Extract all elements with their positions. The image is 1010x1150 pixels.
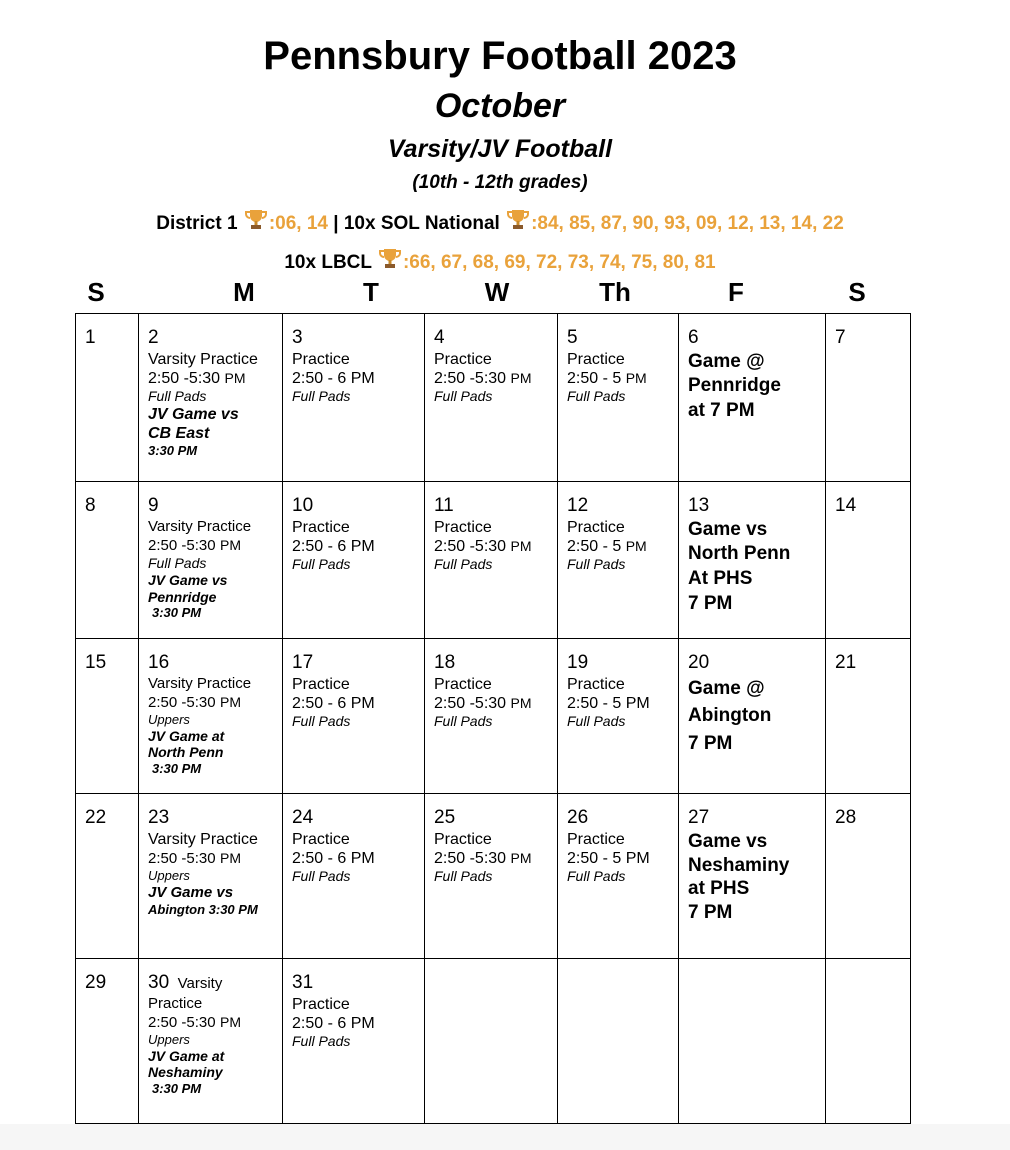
gear-note: Uppers <box>148 1031 190 1047</box>
practice-time: 2:50 -5:30 <box>434 537 507 555</box>
day-number: 16 <box>148 652 170 673</box>
gear-note: Full Pads <box>434 868 493 885</box>
gear-note: Full Pads <box>567 713 626 730</box>
weekday-sat: S <box>848 277 866 307</box>
day-number: 19 <box>567 652 589 673</box>
day-number: 24 <box>292 807 314 828</box>
practice-label: Practice <box>567 675 625 693</box>
program-title: Varsity/JV Football <box>387 135 613 163</box>
gear-note: Full Pads <box>567 556 626 573</box>
practice-time: 2:50 - 6 PM <box>292 369 375 387</box>
day-number: 20 <box>688 652 710 673</box>
day-number: 27 <box>688 807 710 828</box>
day-cell[interactable] <box>139 794 283 959</box>
gear-note: Uppers <box>148 868 190 884</box>
practice-label: Practice <box>148 994 203 1012</box>
practice-label: Practice <box>434 830 492 848</box>
practice-label: Varsity Practice <box>148 674 252 692</box>
practice-label: Practice <box>292 995 350 1013</box>
weekday-wed: W <box>484 277 510 307</box>
day-number: 9 <box>148 495 159 516</box>
day-number: 15 <box>85 652 107 673</box>
practice-ampm: PM <box>625 537 647 554</box>
weekday-mon: M <box>233 277 255 307</box>
practice-label: Practice <box>292 830 350 848</box>
weekday-sun: S <box>87 277 105 307</box>
jv-game-line1: JV Game vs <box>148 405 239 423</box>
practice-time: 2:50 - 5 <box>567 537 622 555</box>
gear-note: Full Pads <box>434 556 493 573</box>
practice-ampm: PM <box>220 1013 242 1030</box>
championships-line-1 <box>0 208 1000 235</box>
month-title: October <box>434 87 566 125</box>
practice-label: Varsity Practice <box>148 830 258 848</box>
day-cell[interactable] <box>76 959 139 1124</box>
practice-label: Practice <box>567 518 625 536</box>
gear-note: Full Pads <box>292 868 351 885</box>
game-line2: Neshaminy <box>688 854 790 876</box>
day-cell[interactable] <box>425 482 558 639</box>
practice-label: Practice <box>567 830 625 848</box>
day-number: 17 <box>292 652 314 673</box>
jv-game-line2: North Penn <box>148 744 224 761</box>
practice-label: Practice <box>434 675 492 693</box>
separator: | <box>327 213 344 234</box>
day-cell[interactable] <box>679 482 826 639</box>
game-line2: North Penn <box>688 543 791 565</box>
day-number: 5 <box>567 327 578 348</box>
practice-ampm: PM <box>220 849 242 866</box>
game-line1: Game @ <box>688 350 765 372</box>
day-number: 29 <box>85 972 107 993</box>
jv-game-line1: JV Game at <box>148 727 225 744</box>
day-cell[interactable] <box>76 314 139 482</box>
practice-label: Practice <box>434 350 492 368</box>
day-cell[interactable] <box>283 794 425 959</box>
gear-note: Full Pads <box>434 388 493 405</box>
practice-label: Practice <box>434 518 492 536</box>
trophy-icon <box>506 208 530 232</box>
practice-ampm: PM <box>224 369 246 386</box>
practice-time: 2:50 - 5 PM <box>567 694 650 712</box>
day-number: 8 <box>85 495 96 516</box>
gear-note: Full Pads <box>148 554 207 571</box>
day-cell[interactable] <box>139 482 283 639</box>
game-line4: 7 PM <box>688 592 733 614</box>
day-cell[interactable] <box>139 639 283 794</box>
page-title: Pennsbury Football 2023 <box>263 34 737 78</box>
jv-game-line1: JV Game vs <box>148 883 234 901</box>
practice-label: Practice <box>292 675 350 693</box>
game-line3: 7 PM <box>688 732 733 754</box>
jv-game-line2: CB East <box>148 425 210 443</box>
weekday-fri: F <box>728 277 744 307</box>
day-number: 21 <box>835 652 857 673</box>
jv-game-line1: JV Game at <box>148 1047 225 1064</box>
practice-time: 2:50 -5:30 <box>148 693 216 711</box>
jv-game-time: 3:30 PM <box>152 761 202 777</box>
day-number: 23 <box>148 807 170 828</box>
practice-time: 2:50 -5:30 <box>148 849 216 867</box>
day-cell[interactable] <box>558 639 679 794</box>
day-number: 30 <box>148 972 170 993</box>
day-number: 3 <box>292 327 303 348</box>
practice-ampm: PM <box>220 693 242 710</box>
gear-note: Full Pads <box>292 713 351 730</box>
game-line3: at PHS <box>688 878 750 900</box>
day-number: 13 <box>688 495 710 516</box>
practice-label: Varsity Practice <box>148 517 252 535</box>
day-cell[interactable] <box>283 482 425 639</box>
practice-label: Practice <box>292 350 350 368</box>
lbcl-years: :66, 67, 68, 69, 72, 73, 74, 75, 80, 81 <box>402 252 716 273</box>
day-cell[interactable] <box>425 314 558 482</box>
weekday-thu: Th <box>599 277 631 307</box>
weekday-tue: T <box>363 277 379 307</box>
practice-time: 2:50 -5:30 <box>148 369 221 387</box>
calendar-week <box>76 314 911 482</box>
gear-note: Full Pads <box>567 868 626 885</box>
practice-ampm: PM <box>510 694 532 711</box>
practice-ampm: PM <box>510 537 532 554</box>
day-cell[interactable] <box>283 639 425 794</box>
day-number: 4 <box>434 327 445 348</box>
day-suffix: Varsity <box>177 975 223 992</box>
game-line3: At PHS <box>688 568 753 590</box>
practice-ampm: PM <box>510 369 532 386</box>
day-cell[interactable] <box>558 794 679 959</box>
gear-note: Full Pads <box>148 388 207 405</box>
game-line2: Pennridge <box>688 375 781 397</box>
practice-time: 2:50 -5:30 <box>434 849 507 867</box>
practice-label: Practice <box>292 518 350 536</box>
practice-time: 2:50 -5:30 <box>434 369 507 387</box>
jv-game-line2: Abington 3:30 PM <box>148 901 258 917</box>
game-line1: Game vs <box>688 518 768 540</box>
day-cell[interactable] <box>679 314 826 482</box>
sol-years: :84, 85, 87, 90, 93, 09, 12, 13, 14, 22 <box>531 213 844 234</box>
empty-day-cell <box>425 959 558 1124</box>
day-cell[interactable] <box>76 794 139 959</box>
calendar-week <box>76 959 911 1124</box>
day-cell[interactable] <box>425 794 558 959</box>
trophy-icon <box>378 247 402 271</box>
practice-time: 2:50 - 5 PM <box>567 849 650 867</box>
day-number: 26 <box>567 807 589 828</box>
championships-line-2 <box>0 247 1000 274</box>
game-line4: 7 PM <box>688 902 733 924</box>
practice-time: 2:50 - 5 <box>567 369 622 387</box>
day-cell[interactable] <box>283 959 425 1124</box>
jv-game-line2: Neshaminy <box>148 1064 223 1081</box>
day-number: 10 <box>292 495 314 516</box>
day-cell[interactable] <box>826 482 911 639</box>
practice-time: 2:50 - 6 PM <box>292 1014 375 1032</box>
practice-time: 2:50 - 6 PM <box>292 694 375 712</box>
practice-time: 2:50 - 6 PM <box>292 537 375 555</box>
gear-note: Uppers <box>148 711 190 727</box>
day-cell[interactable] <box>679 639 826 794</box>
day-cell[interactable] <box>283 314 425 482</box>
jv-game-time: 3:30 PM <box>152 605 202 621</box>
day-cell[interactable] <box>425 639 558 794</box>
calendar-week <box>76 639 911 794</box>
empty-day-cell <box>558 959 679 1124</box>
district-years: :06, 14 <box>268 213 328 234</box>
day-cell[interactable] <box>558 314 679 482</box>
gear-note: Full Pads <box>292 1033 351 1050</box>
day-number: 22 <box>85 807 107 828</box>
calendar-grid <box>75 313 911 1124</box>
jv-game-time: 3:30 PM <box>152 1081 202 1097</box>
game-line1: Game @ <box>688 677 765 699</box>
day-cell[interactable] <box>76 482 139 639</box>
day-number: 12 <box>567 495 589 516</box>
gear-note: Full Pads <box>292 556 351 573</box>
day-number: 7 <box>835 327 846 348</box>
day-cell[interactable] <box>826 639 911 794</box>
day-cell[interactable] <box>826 794 911 959</box>
day-number: 6 <box>688 327 699 348</box>
game-line1: Game vs <box>688 830 768 852</box>
lbcl-label: 10x LBCL <box>284 252 372 273</box>
practice-time: 2:50 -5:30 <box>148 536 216 554</box>
calendar-week <box>76 794 911 959</box>
day-cell[interactable] <box>826 314 911 482</box>
empty-day-cell <box>826 959 911 1124</box>
calendar-week <box>76 482 911 639</box>
practice-label: Practice <box>567 350 625 368</box>
day-cell[interactable] <box>139 314 283 482</box>
day-number: 28 <box>835 807 857 828</box>
practice-time: 2:50 -5:30 <box>434 694 507 712</box>
empty-day-cell <box>679 959 826 1124</box>
jv-game-time: 3:30 PM <box>148 443 198 459</box>
game-line2: Abington <box>688 705 772 727</box>
practice-ampm: PM <box>220 536 242 553</box>
grades-subtitle: (10th - 12th grades) <box>412 172 588 193</box>
day-number: 2 <box>148 327 159 348</box>
practice-ampm: PM <box>510 849 532 866</box>
day-cell[interactable] <box>139 959 283 1124</box>
practice-time: 2:50 - 6 PM <box>292 849 375 867</box>
page-footer-strip <box>0 1124 1010 1150</box>
jv-game-line2: Pennridge <box>148 588 217 605</box>
day-number: 1 <box>85 327 96 348</box>
game-line3: at 7 PM <box>688 400 755 422</box>
day-cell[interactable] <box>76 639 139 794</box>
gear-note: Full Pads <box>434 713 493 730</box>
jv-game-line1: JV Game vs <box>148 571 228 588</box>
gear-note: Full Pads <box>292 388 351 405</box>
district-label: District 1 <box>156 213 238 234</box>
practice-time: 2:50 -5:30 <box>148 1013 216 1031</box>
day-number: 31 <box>292 972 314 993</box>
day-cell[interactable] <box>679 794 826 959</box>
day-number: 11 <box>434 495 454 516</box>
day-cell[interactable] <box>558 482 679 639</box>
day-number: 14 <box>835 495 857 516</box>
day-number: 25 <box>434 807 456 828</box>
day-number: 18 <box>434 652 456 673</box>
sol-label: 10x SOL National <box>343 213 500 234</box>
trophy-icon <box>244 208 268 232</box>
practice-label: Varsity Practice <box>148 350 258 368</box>
gear-note: Full Pads <box>567 388 626 405</box>
practice-ampm: PM <box>625 369 647 386</box>
